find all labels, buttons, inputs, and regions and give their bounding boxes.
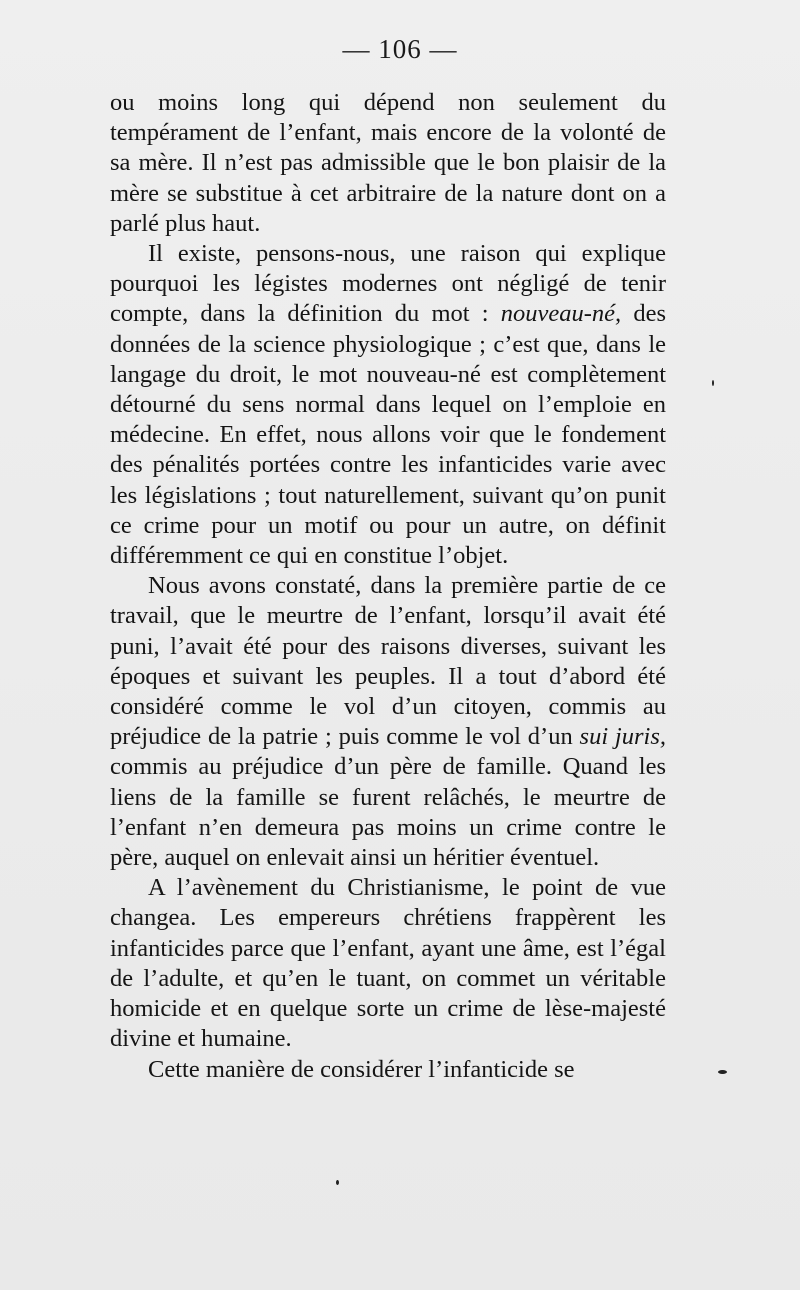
page-number: — 106 — (342, 34, 458, 64)
body-text (110, 88, 666, 1085)
paragraph-3-text-before: Nous avons constaté, dans la première partie de ce travail, que le meurtre de l’enfant, lorsqu’il avait été puni, l’avait été pour des raisons diverses, suivant les époques et suivant les peuples. Il a tout d’abord été considéré comme le vol d’un citoyen, commis au préjudice de la patrie ; puis comme le vol d’un (110, 572, 666, 751)
paragraph-2 (110, 239, 666, 571)
ink-speck (336, 1180, 339, 1185)
paragraph-5: Cette manière de considérer l’infanticide se (148, 1055, 575, 1083)
paragraph-3 (110, 571, 666, 873)
paragraph-2-text-before: Il existe, pensons-nous, une raison qui explique pourquoi les légistes modernes ont négligé de tenir compte, dans la définition du mot : (110, 240, 666, 328)
paragraph-2-italic-term: nouveau-né, (500, 300, 622, 328)
paragraph-1: ou moins long qui dépend non seulement du tempérament de l’enfant, mais encore de la volonté de sa mère. Il n’est pas admissible que le bon plaisir de la mère se substitue à cet arbitraire de la nature dont on a parlé plus haut. (110, 89, 666, 237)
paragraph-2-text-after: des données de la science physiologique ; c’est que, dans le langage du droit, le mot nouveau-né est complètement détourné du sens normal dans lequel on l’emploie en médecine. En effet, nous allons voir que le fondement des pénalités portées contre les infanticides varie avec les législations ; tout naturellement, suivant qu’on punit ce crime pour un motif ou pour un autre, on définit différemment ce qui en constitue l’objet. (110, 300, 666, 570)
ink-speck (718, 1070, 727, 1074)
paragraph-4: A l’avènement du Christianisme, le point de vue changea. Les empereurs chrétiens frappèrent les infanticides parce que l’enfant, ayant une âme, est l’égal de l’adulte, et qu’en le tuant, on commet un véritable homicide et en quelque sorte un crime de lèse-majesté divine et humaine. (110, 874, 666, 1053)
paragraph-3-italic-term: sui juris, (579, 723, 666, 751)
ink-speck (712, 380, 714, 386)
paragraph-3-text-after: commis au préjudice d’un père de famille. Quand les liens de la famille se furent relâchés, le meurtre de l’enfant n’en demeura pas moins un crime contre le père, auquel on enlevait ainsi un héritier éventuel. (110, 753, 666, 872)
